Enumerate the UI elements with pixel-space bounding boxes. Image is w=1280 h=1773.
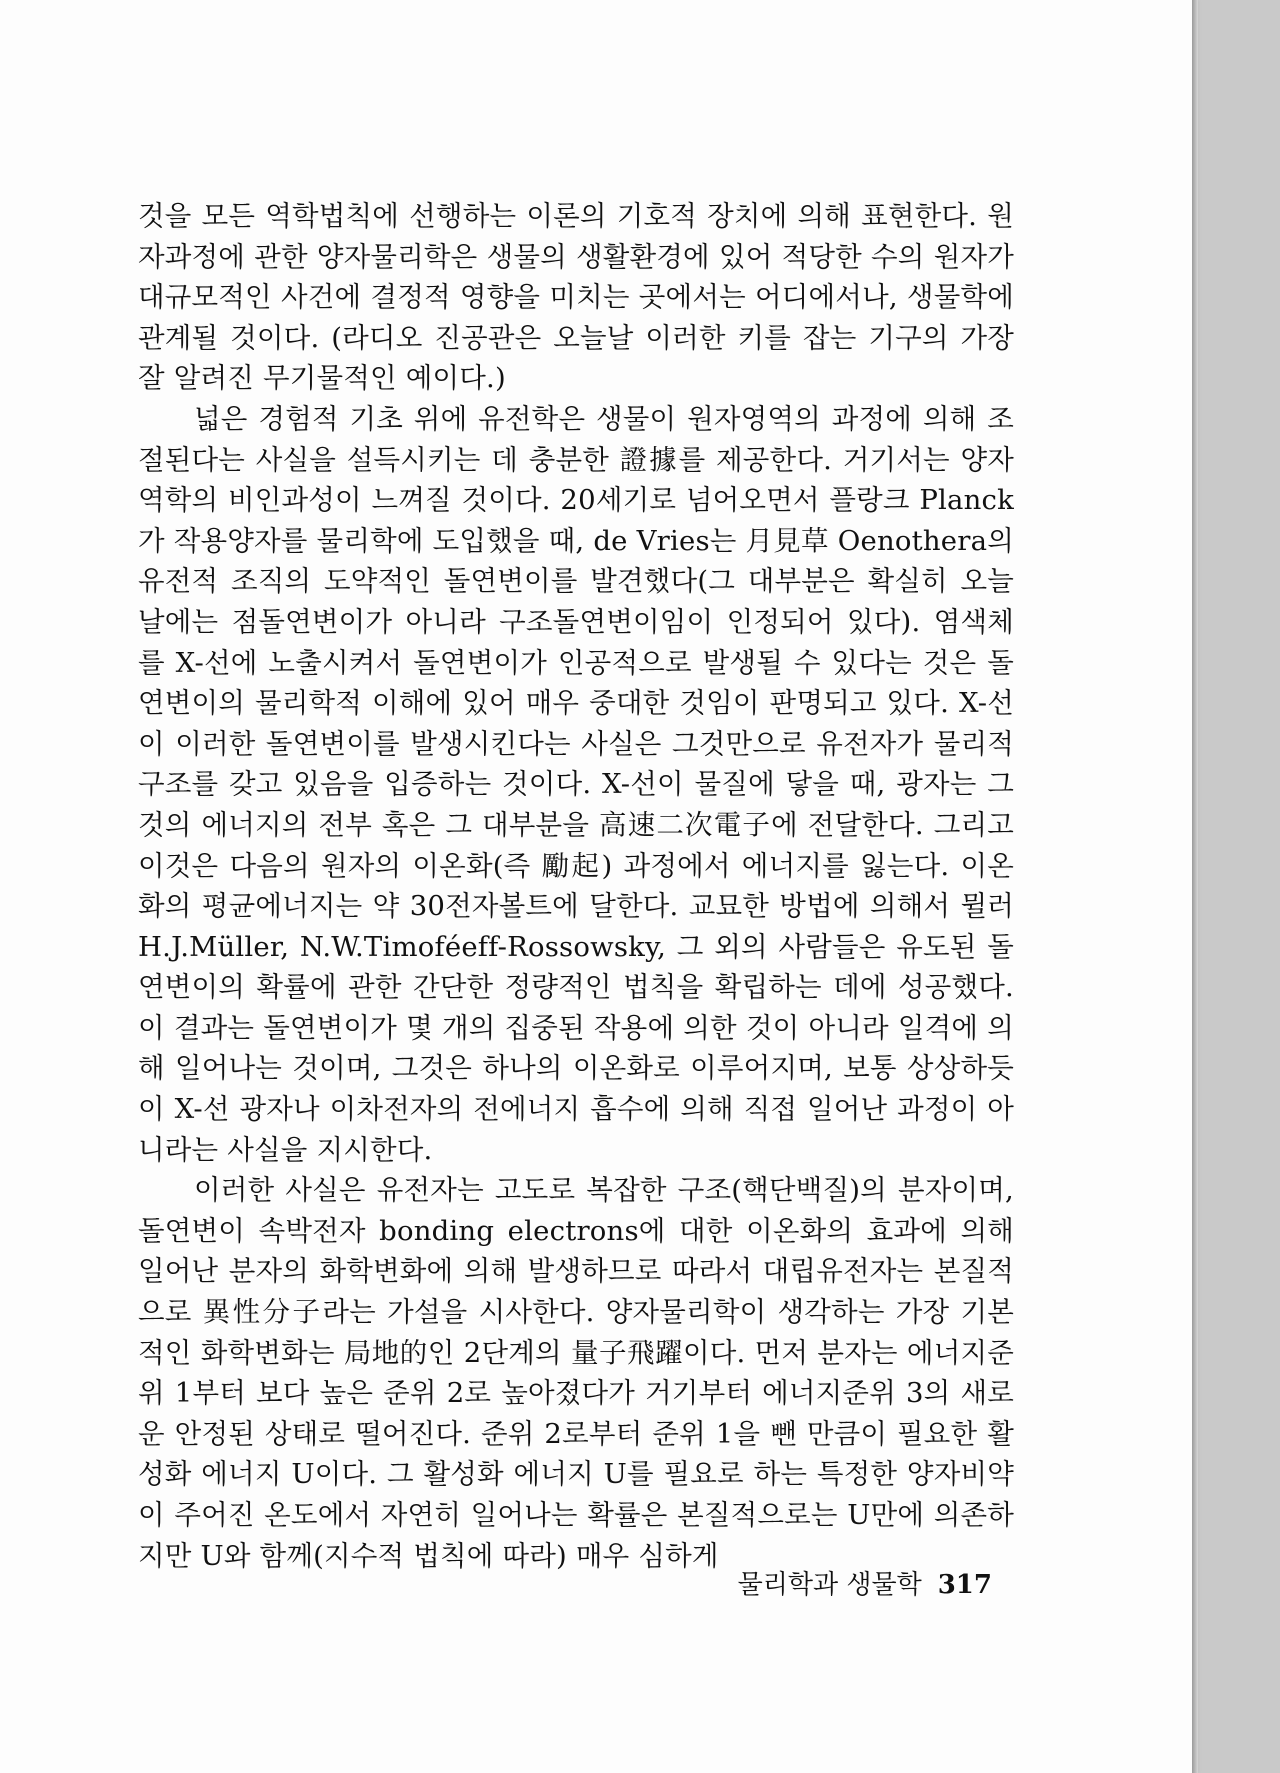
body-text bbox=[138, 196, 1014, 1576]
paragraph-3: 이러한 사실은 유전자는 고도로 복잡한 구조(핵단백질)의 분자이며, 돌연변이 속박전자 bonding electrons에 대한 이온화의 효과에 의해 일어난 분자의 화학변화에 의해 발생하므로 따라서 대립유전자는 본질적으로 異性分子라는 가설을 시사한다. 양자물리학이 생각하는 가장 기본적인 화학변화는 局地的인 2단계의 量子飛躍이다. 먼저 분자는 에너지준위 1부터 보다 높은 준위 2로 높아졌다가 거기부터 에너지준위 3의 새로운 안정된 상태로 떨어진다. 준위 2로부터 준위 1을 뺀 만큼이 필요한 활성화 에너지 U이다. 그 활성화 에너지 U를 필요로 하는 특정한 양자비약이 주어진 온도에서 자연히 일어나는 확률은 본질적으로는 U만에 의존하지만 U와 함께(지수적 법칙에 따라) 매우 심하게 bbox=[138, 1174, 1014, 1572]
paragraph-1: 것을 모든 역학법칙에 선행하는 이론의 기호적 장치에 의해 표현한다. 원자과정에 관한 양자물리학은 생물의 생활환경에 있어 적당한 수의 원자가 대규모적인 사건에 결정적 영향을 미치는 곳에서는 어디에서나, 생물학에 관계될 것이다. (라디오 진공관은 오늘날 이러한 키를 잡는 기구의 가장 잘 알려진 무기물적인 예이다.) bbox=[138, 200, 1014, 395]
page-footer bbox=[738, 1564, 992, 1601]
running-title: 물리학과 생물학 bbox=[737, 1570, 922, 1600]
paragraph-2: 넓은 경험적 기초 위에 유전학은 생물이 원자영역의 과정에 의해 조절된다는 사실을 설득시키는 데 충분한 證據를 제공한다. 거기서는 양자역학의 비인과성이 느껴질 것이다. 20세기로 넘어오면서 플랑크 Planck가 작용양자를 물리학에 도입했을 때, de Vries는 月見草 Oenothera의 유전적 조직의 도약적인 돌연변이를 발견했다(그 대부분은 확실히 오늘날에는 점돌연변이가 아니라 구조돌연변이임이 인정되어 있다). 염색체를 X-선에 노출시켜서 돌연변이가 인공적으로 발생될 수 있다는 것은 돌연변이의 물리학적 이해에 있어 매우 중대한 것임이 판명되고 있다. X-선이 이러한 돌연변이를 발생시킨다는 사실은 그것만으로 유전자가 물리적 구조를 갖고 있음을 입증하는 것이다. X-선이 물질에 닿을 때, 광자는 그것의 에너지의 전부 혹은 그 대부분을 高速二次電子에 전달한다. 그리고 이것은 다음의 원자의 이온화(즉 勵起) 과정에서 에너지를 잃는다. 이온화의 평균에너지는 약 30전자볼트에 달한다. 교묘한 방법에 의해서 뮐러 H.J.Müller, N.W.Timoféeff-Rossowsky, 그 외의 사람들은 유도된 돌연변이의 확률에 관한 간단한 정량적인 법칙을 확립하는 데에 성공했다. 이 결과는 돌연변이가 몇 개의 집중된 작용에 의한 것이 아니라 일격에 의해 일어나는 것이며, 그것은 하나의 이온화로 이루어지며, 보통 상상하듯이 X-선 광자나 이차전자의 전에너지 흡수에 의해 직접 일어난 과정이 아니라는 사실을 지시한다. bbox=[138, 402, 1014, 1166]
page-edge-shadow bbox=[1192, 0, 1198, 1773]
page-number: 317 bbox=[937, 1570, 992, 1600]
